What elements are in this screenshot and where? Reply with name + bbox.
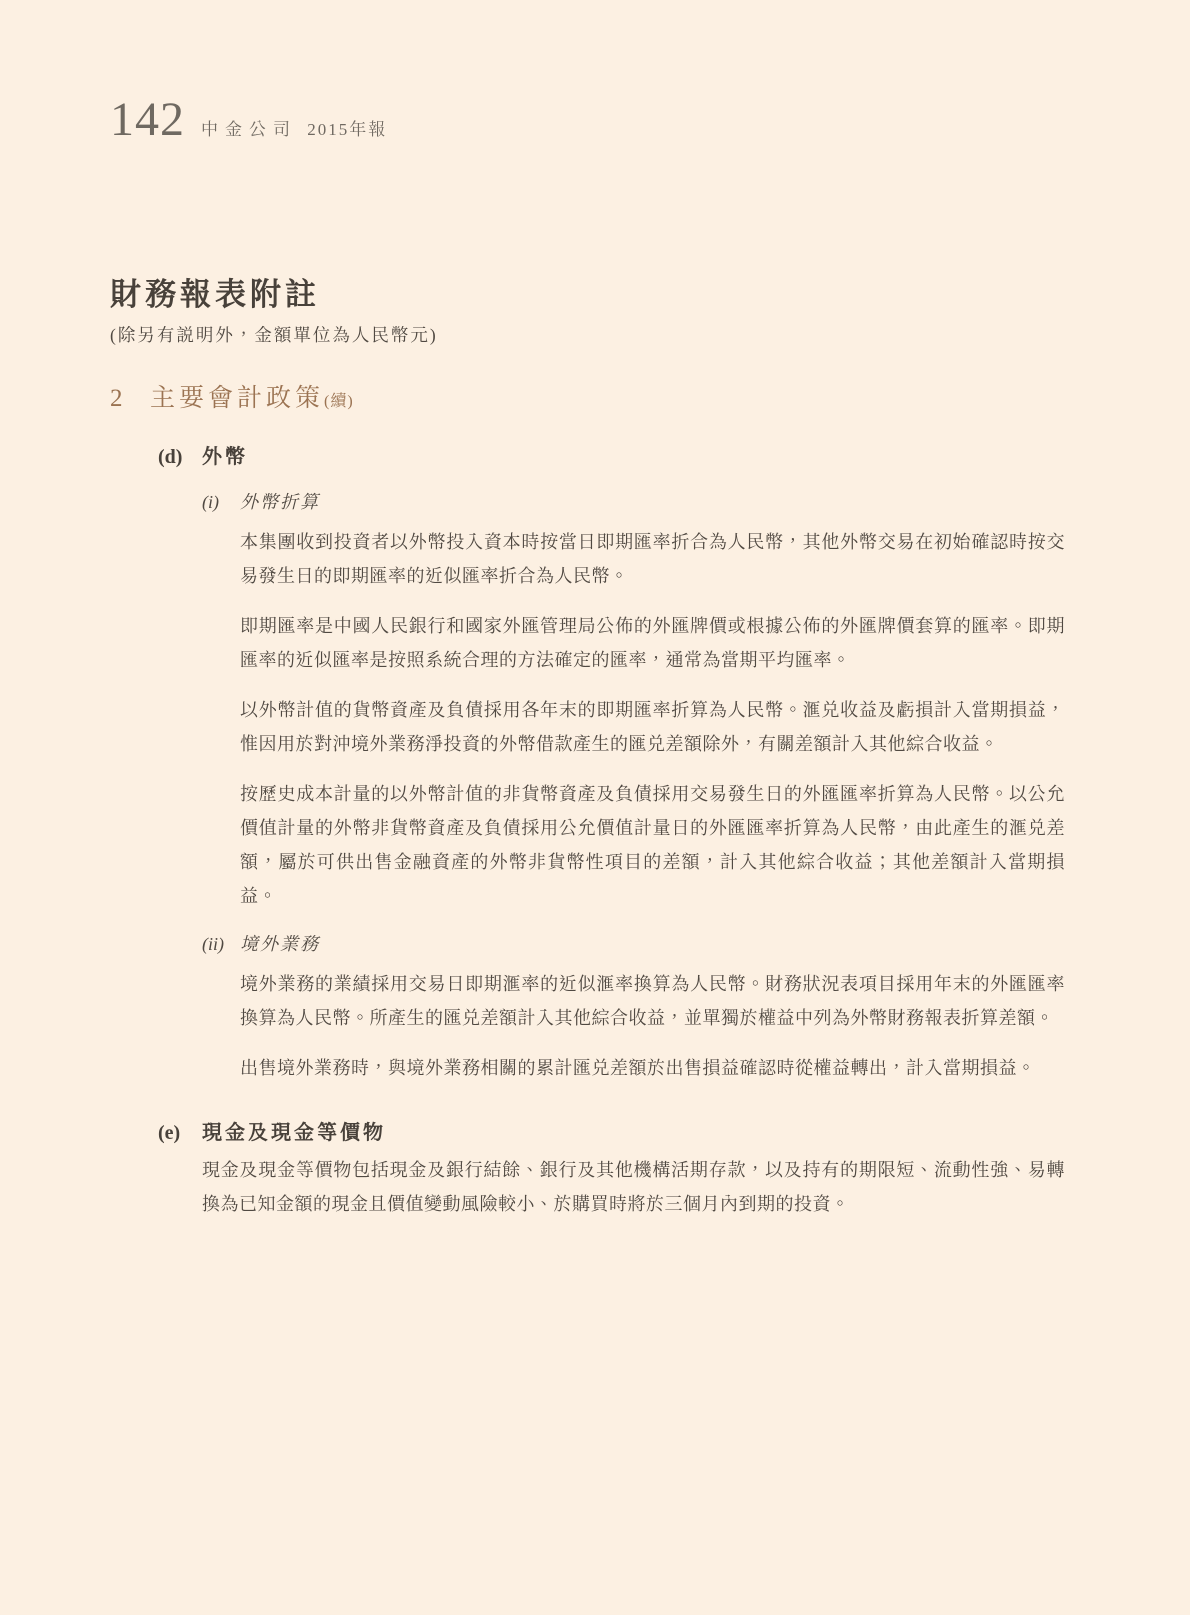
section-title: [150, 382, 354, 419]
subsection-d-title: 外幣: [202, 446, 248, 468]
item-i-heading: [202, 487, 1065, 517]
page-title: 財務報表附註: [110, 277, 320, 312]
item-ii-label: (ii): [202, 934, 224, 954]
subsection-e-label: (e): [158, 1122, 181, 1144]
notes-content: [110, 276, 1065, 1221]
section-title-text: 主要會計政策: [150, 385, 325, 412]
subsection-e: [110, 1119, 1065, 1221]
item-ii-body: [202, 967, 1065, 1085]
paragraph: 以外幣計值的貨幣資產及負債採用各年末的即期匯率折算為人民幣。滙兑收益及虧損計入當期損益，惟因用於對沖境外業務淨投資的外幣借款產生的匯兑差額除外，有關差額計入其他綜合收益。: [240, 700, 1065, 754]
section-2-heading: [110, 382, 1065, 419]
page-number: 142: [110, 93, 185, 146]
paragraph: 現金及現金等價物包括現金及銀行結餘、銀行及其他機構活期存款，以及持有的期限短、流動性強、易轉換為已知金額的現金且價值變動風險較小、於購買時將於三個月內到期的投資。: [202, 1160, 1065, 1214]
subsection-e-heading: [158, 1119, 1065, 1147]
page-subtitle: (除另有説明外，金額單位為人民幣元): [110, 325, 438, 345]
item-i-title: 外幣折算: [240, 492, 320, 512]
paragraph: 境外業務的業績採用交易日即期滙率的近似滙率換算為人民幣。財務狀況表項目採用年末的外匯匯率換算為人民幣。所產生的匯兑差額計入其他綜合收益，並單獨於權益中列為外幣財務報表折算差額。: [240, 974, 1065, 1028]
item-i-label: (i): [202, 492, 219, 512]
subsection-d-body: [158, 487, 1065, 1085]
company-name: 中金公司: [201, 120, 297, 139]
subsection-d-heading: [158, 443, 1065, 471]
report-name: [201, 115, 387, 140]
paragraph: 即期匯率是中國人民銀行和國家外匯管理局公佈的外匯牌價或根據公佈的外匯牌價套算的匯率。即期匯率的近似匯率是按照系統合理的方法確定的匯率，通常為當期平均匯率。: [240, 616, 1065, 670]
item-ii-heading: [202, 929, 1065, 959]
section-continued-label: (續): [324, 393, 354, 410]
paragraph: 按歷史成本計量的以外幣計值的非貨幣資產及負債採用交易發生日的外匯匯率折算為人民幣。以公允價值計量的外幣非貨幣資產及負債採用公允價值計量日的外匯匯率折算為人民幣，由此產生的滙兑差額，屬於可供出售金融資產的外幣非貨幣性項目的差額，計入其他綜合收益；其他差額計入當期損益。: [240, 784, 1065, 906]
item-ii: [202, 929, 1065, 1085]
item-i-body: [202, 525, 1065, 913]
report-year: 2015年報: [307, 120, 388, 139]
item-i: [202, 487, 1065, 913]
subsection-d: [110, 443, 1065, 1085]
paragraph: 本集團收到投資者以外幣投入資本時按當日即期匯率折合為人民幣，其他外幣交易在初始確認時按交易發生日的即期匯率的近似匯率折合為人民幣。: [240, 532, 1065, 586]
paragraph: 出售境外業務時，與境外業務相關的累計匯兑差額於出售損益確認時從權益轉出，計入當期損益。: [240, 1058, 1036, 1078]
subsection-e-body: [158, 1153, 1065, 1221]
subsection-d-label: (d): [158, 446, 183, 468]
item-ii-title: 境外業務: [240, 934, 320, 954]
page-header: [110, 93, 1065, 146]
subsection-e-title: 現金及現金等價物: [202, 1122, 386, 1144]
section-number: 2: [110, 385, 123, 412]
